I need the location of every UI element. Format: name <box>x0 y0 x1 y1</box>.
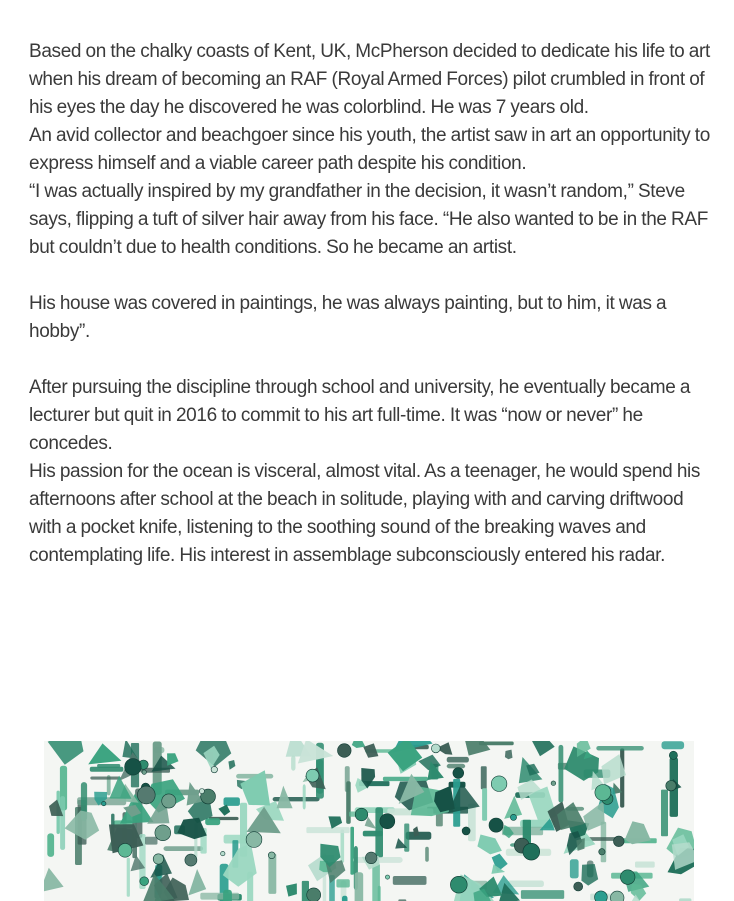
sea-glass-bead <box>199 789 204 794</box>
sea-glass-strip <box>346 781 351 824</box>
sea-glass-strip <box>336 879 349 887</box>
sea-glass-shard <box>177 818 207 839</box>
sea-glass-strip <box>447 764 466 769</box>
sea-glass-bead <box>614 836 625 847</box>
sea-glass-strip <box>559 745 564 803</box>
sea-glass-strip <box>205 818 220 825</box>
sea-glass-strip <box>224 797 240 806</box>
sea-glass-shard <box>218 805 230 816</box>
sea-glass-strip <box>350 827 354 875</box>
sea-glass-strip <box>596 746 644 751</box>
sea-glass-strip <box>601 822 607 863</box>
sea-glass-shard <box>277 786 293 809</box>
article-paragraph: “I was actually inspired by my grandfather in the decision, it wasn’t random,” Steve says, flipping a tuft of silver hair away from his face. “He also wanted to be in the RAF but couldn’t due to health conditions. So he became an artist. <box>29 181 709 258</box>
assemblage-canvas <box>44 741 694 901</box>
sea-glass-bead <box>574 882 583 891</box>
sea-glass-shard <box>328 816 342 828</box>
sea-glass-bead <box>491 776 507 792</box>
sea-glass-strip <box>90 777 120 780</box>
sea-glass-bead <box>246 832 262 848</box>
sea-glass-shard <box>65 811 100 840</box>
sea-glass-bead <box>620 870 635 885</box>
sea-glass-shard <box>286 883 297 896</box>
article-paragraph: An avid collector and beachgoer since his youth, the artist saw in art an opportunity to express himself and a viable career path despite his condition. <box>29 125 710 174</box>
sea-glass-bead <box>153 854 163 864</box>
sea-glass-shard <box>581 864 598 886</box>
sea-glass-strip <box>662 741 685 749</box>
sea-glass-strip <box>145 837 158 845</box>
sea-glass-strip <box>378 886 381 901</box>
sea-glass-shard <box>505 750 513 760</box>
sea-glass-bead <box>125 759 142 776</box>
sea-glass-bead <box>355 808 368 821</box>
sea-glass-strip <box>447 757 469 763</box>
sea-glass-bead <box>453 768 464 779</box>
sea-glass-strip <box>661 790 668 837</box>
sea-glass-strip <box>341 830 345 863</box>
sea-glass-shard <box>44 868 64 893</box>
sea-glass-bead <box>185 854 197 866</box>
sea-glass-assemblage-image <box>44 741 694 901</box>
sea-glass-bead <box>155 825 171 841</box>
sea-glass-strip <box>521 890 564 899</box>
sea-glass-bead <box>385 875 389 879</box>
sea-glass-bead <box>523 843 540 860</box>
sea-glass-strip <box>635 862 655 868</box>
sea-glass-strip <box>342 896 348 901</box>
sea-glass-strip <box>481 766 487 789</box>
sea-glass-strip <box>425 847 429 862</box>
sea-glass-bead <box>610 891 624 901</box>
sea-glass-bead <box>137 786 155 804</box>
sea-glass-strip <box>47 833 54 857</box>
sea-glass-strip <box>223 890 232 901</box>
sea-glass-strip <box>127 858 130 897</box>
sea-glass-strip <box>383 777 428 781</box>
sea-glass-bead <box>669 751 677 759</box>
sea-glass-bead <box>221 851 225 855</box>
sea-glass-strip <box>468 804 476 842</box>
article-paragraph: His house was covered in paintings, he was always painting, but to him, it was a hobby”. <box>29 293 667 342</box>
sea-glass-strip <box>60 796 65 850</box>
article-paragraph: After pursuing the discipline through school and university, he eventually became a lecturer but quit in 2016 to commit to his art full-time. It was “now or never” he concedes. <box>29 377 691 454</box>
sea-glass-bead <box>268 852 275 859</box>
sea-glass-bead <box>599 849 605 855</box>
sea-glass-bead <box>365 852 377 864</box>
sea-glass-shard <box>48 741 84 765</box>
article-paragraph: His passion for the ocean is visceral, almost vital. As a teenager, he would spend his afternoons after school at the beach in solitude, playing with and carving driftwood with a pocket knife, listening to the soothing sound of the breaking waves and contemplating life. His interest in assemblage subconsciously entered his radar. <box>29 461 701 566</box>
sea-glass-bead <box>102 801 106 805</box>
sea-glass-shard <box>625 821 651 844</box>
sea-glass-strip <box>570 859 579 878</box>
sea-glass-bead <box>551 781 556 786</box>
sea-glass-shard <box>363 743 378 757</box>
article-paragraph: Based on the chalky coasts of Kent, UK, McPherson decided to dedicate his life to art when his dream of becoming an RAF (Royal Armed Forces) pilot crumbled in front of his eyes the day he discovered he was colorblind. He was 7 years old. <box>29 41 710 118</box>
sea-glass-strip <box>303 784 306 809</box>
sea-glass-bead <box>142 770 146 774</box>
sea-glass-shard <box>88 743 121 764</box>
sea-glass-shard <box>167 753 178 765</box>
sea-glass-bead <box>162 794 176 808</box>
sea-glass-bead <box>450 876 467 893</box>
sea-glass-bead <box>211 766 217 772</box>
sea-glass-strip <box>375 807 383 858</box>
sea-glass-bead <box>595 891 608 901</box>
sea-glass-shard <box>228 760 235 770</box>
sea-glass-bead <box>431 744 440 753</box>
sea-glass-strip <box>200 893 239 900</box>
sea-glass-bead <box>666 781 676 791</box>
sea-glass-bead <box>380 814 395 829</box>
sea-glass-strip <box>355 872 364 901</box>
sea-glass-bead <box>306 769 319 782</box>
sea-glass-strip <box>508 881 544 888</box>
sea-glass-strip <box>620 749 624 808</box>
sea-glass-strip <box>291 756 295 771</box>
sea-glass-shard <box>530 741 555 756</box>
sea-glass-shard <box>352 741 366 748</box>
sea-glass-bead <box>118 843 132 857</box>
sea-glass-bead <box>489 818 503 832</box>
sea-glass-bead <box>462 827 470 835</box>
sea-glass-strip <box>393 876 427 885</box>
sea-glass-bead <box>595 785 611 801</box>
sea-glass-strip <box>482 788 487 821</box>
sea-glass-shard <box>188 869 206 896</box>
sea-glass-bead <box>307 888 321 901</box>
sea-glass-bead <box>140 877 149 886</box>
sea-glass-strip <box>268 854 276 894</box>
sea-glass-strip <box>90 767 124 772</box>
sea-glass-bead <box>338 744 352 758</box>
sea-glass-strip <box>306 827 349 833</box>
sea-glass-shard <box>477 835 502 855</box>
sea-glass-bead <box>510 814 516 820</box>
article-body <box>29 38 719 570</box>
